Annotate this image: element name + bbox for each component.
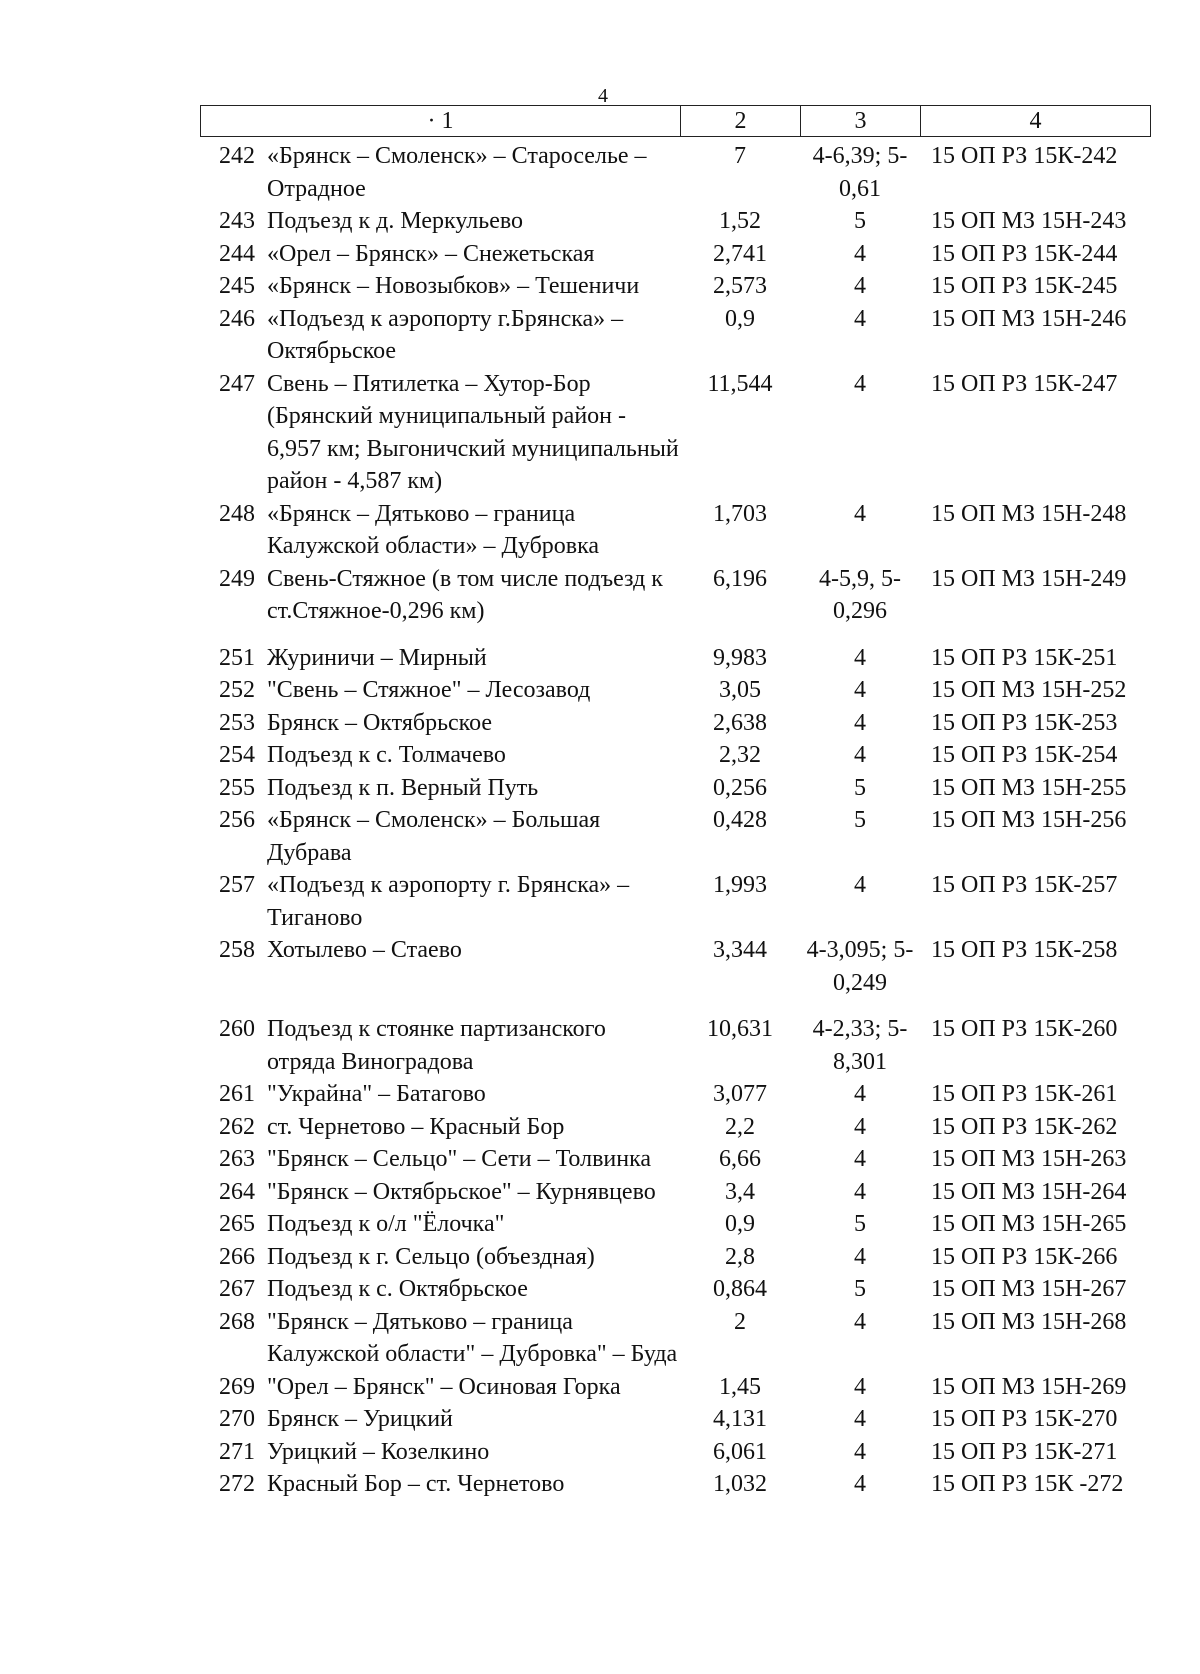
road-id-code: 15 ОП РЗ 15К-260 <box>931 1016 1118 1042</box>
road-category: 4-5,9, 5-0,296 <box>819 565 901 624</box>
road-name: Подъезд к о/л "Ёлочка" <box>267 1211 505 1237</box>
road-length: 6,196 <box>713 565 767 592</box>
road-category: 5 <box>854 1276 866 1302</box>
row-number: 247 <box>219 370 255 397</box>
road-id-code: 15 ОП МЗ 15Н-255 <box>931 774 1127 801</box>
road-length: 11,544 <box>707 370 773 397</box>
road-name: Подъезд к г. Сельцо (объездная) <box>267 1243 595 1270</box>
road-name: «Брянск – Смоленск» – Староселье – Отрадное <box>267 143 647 202</box>
road-length: 1,032 <box>713 1471 767 1497</box>
road-length: 10,631 <box>707 1016 773 1042</box>
road-category: 4 <box>854 370 866 397</box>
road-id-code: 15 ОП РЗ 15К-271 <box>931 1438 1118 1465</box>
road-category: 4 <box>854 1243 866 1270</box>
table-row <box>200 869 1150 934</box>
row-number: 265 <box>219 1211 255 1237</box>
road-name: Свень – Пятилетка – Хутор-Бор (Брянский муниципальный район - 6,957 км; Выгоничский муниципальный район - 4,587 км) <box>267 370 679 494</box>
road-name: «Подъезд к аэропорту г. Брянска» – Тиганово <box>267 872 630 931</box>
row-number: 262 <box>219 1113 255 1140</box>
table-row <box>200 674 1150 707</box>
table-row <box>200 804 1150 869</box>
page-number: 4 <box>598 85 608 107</box>
road-length: 0,256 <box>713 774 767 801</box>
road-name: Урицкий – Козелкино <box>267 1438 490 1465</box>
road-length: 0,864 <box>713 1276 767 1302</box>
road-category: 4-2,33; 5-8,301 <box>812 1016 908 1075</box>
road-length: 3,05 <box>719 677 761 703</box>
road-id-code: 15 ОП МЗ 15Н-267 <box>931 1276 1127 1302</box>
table-row <box>200 140 1150 205</box>
road-category: 4 <box>854 1178 866 1205</box>
road-category: 5 <box>854 208 866 234</box>
table-row <box>200 739 1150 772</box>
table-row <box>200 1143 1150 1176</box>
row-number: 245 <box>219 273 255 299</box>
road-length: 3,077 <box>713 1081 767 1107</box>
header-col-4: 4 <box>921 106 1151 137</box>
road-length: 0,428 <box>713 807 767 833</box>
road-name: Журиничи – Мирный <box>267 644 487 671</box>
road-category: 4 <box>854 1471 866 1497</box>
road-id-code: 15 ОП МЗ 15Н-249 <box>931 565 1127 592</box>
road-length: 0,9 <box>725 1211 755 1237</box>
table-row <box>200 238 1150 271</box>
road-name: Красный Бор – ст. Чернетово <box>267 1471 565 1497</box>
road-length: 1,52 <box>719 208 761 234</box>
road-name: Брянск – Октябрьское <box>267 709 493 736</box>
road-id-code: 15 ОП РЗ 15К-254 <box>931 742 1118 768</box>
row-number: 260 <box>219 1016 255 1042</box>
table-row <box>200 1371 1150 1404</box>
table-row <box>200 1208 1150 1241</box>
road-id-code: 15 ОП РЗ 15К-261 <box>931 1081 1118 1107</box>
road-name: «Брянск – Смоленск» – Большая Дубрава <box>267 807 601 866</box>
row-number: 251 <box>219 644 255 671</box>
row-number: 264 <box>219 1178 255 1205</box>
road-length: 7 <box>734 143 746 169</box>
road-name: «Орел – Брянск» – Снежетьская <box>267 240 595 267</box>
road-name: Подъезд к с. Толмачево <box>267 742 506 768</box>
table-row <box>200 707 1150 740</box>
table-row <box>200 498 1150 563</box>
road-id-code: 15 ОП МЗ 15Н-252 <box>931 677 1127 703</box>
table-row <box>200 1111 1150 1144</box>
road-name: ст. Чернетово – Красный Бор <box>267 1113 565 1140</box>
road-length: 1,993 <box>713 872 767 898</box>
road-name: "Брянск – Сельцо" – Сети – Толвинка <box>267 1146 652 1172</box>
road-name: "Орел – Брянск" – Осиновая Горка <box>267 1373 621 1400</box>
road-length: 6,061 <box>713 1438 767 1465</box>
road-id-code: 15 ОП МЗ 15Н-268 <box>931 1308 1127 1335</box>
table-header <box>200 105 1151 137</box>
road-category: 4 <box>854 305 866 332</box>
table-body <box>200 140 1150 1501</box>
road-name: «Брянск – Новозыбков» – Тешеничи <box>267 273 640 299</box>
row-number: 252 <box>219 677 255 703</box>
row-number: 261 <box>219 1081 255 1107</box>
road-category: 4 <box>854 1146 866 1172</box>
road-id-code: 15 ОП МЗ 15Н-265 <box>931 1211 1127 1237</box>
road-length: 2,638 <box>713 709 767 736</box>
row-number: 242 <box>219 143 255 169</box>
road-id-code: 15 ОП РЗ 15К-245 <box>931 273 1118 299</box>
road-id-code: 15 ОП МЗ 15Н-263 <box>931 1146 1127 1172</box>
road-id-code: 15 ОП РЗ 15К-244 <box>931 240 1118 267</box>
road-length: 2,2 <box>725 1113 755 1140</box>
road-length: 2,741 <box>713 240 767 267</box>
road-name: Подъезд к д. Меркульево <box>267 208 524 234</box>
table-row <box>200 563 1150 628</box>
road-category: 4 <box>854 1308 866 1335</box>
row-number: 267 <box>219 1276 255 1302</box>
header-col-3: 3 <box>801 106 921 137</box>
road-length: 6,66 <box>719 1146 761 1172</box>
road-id-code: 15 ОП РЗ 15К-242 <box>931 143 1118 169</box>
road-length: 1,45 <box>719 1373 761 1400</box>
row-number: 263 <box>219 1146 255 1172</box>
row-number: 253 <box>219 709 255 736</box>
road-category: 5 <box>854 774 866 801</box>
table-row <box>200 1403 1150 1436</box>
road-length: 0,9 <box>725 305 755 332</box>
row-number: 249 <box>219 565 255 592</box>
road-category: 4 <box>854 1113 866 1140</box>
header-col-1: · 1 <box>201 106 681 137</box>
road-id-code: 15 ОП РЗ 15К-262 <box>931 1113 1118 1140</box>
road-id-code: 15 ОП РЗ 15К -272 <box>931 1471 1124 1497</box>
road-name: Подъезд к стоянке партизанского отряда Виноградова <box>267 1016 606 1075</box>
row-number: 248 <box>219 500 255 527</box>
road-category: 4 <box>854 1406 866 1432</box>
road-name: "Брянск – Октябрьское" – Курнявцево <box>267 1178 656 1205</box>
road-name: Брянск – Урицкий <box>267 1406 453 1432</box>
row-number: 268 <box>219 1308 255 1335</box>
road-category: 4 <box>854 1373 866 1400</box>
road-length: 3,344 <box>713 937 767 963</box>
road-category: 5 <box>854 1211 866 1237</box>
row-number: 254 <box>219 742 255 768</box>
road-id-code: 15 ОП РЗ 15К-251 <box>931 644 1118 671</box>
road-category: 4 <box>854 273 866 299</box>
road-id-code: 15 ОП РЗ 15К-257 <box>931 872 1118 898</box>
header-col-2: 2 <box>681 106 801 137</box>
road-category: 4-6,39; 5-0,61 <box>812 143 908 202</box>
row-number: 255 <box>219 774 255 801</box>
road-name: "Брянск – Дятьково – граница Калужской области" – Дубровка" – Буда <box>267 1308 678 1367</box>
road-category: 4 <box>854 742 866 768</box>
road-length: 9,983 <box>713 644 767 671</box>
table-row <box>200 1078 1150 1111</box>
table-row <box>200 1273 1150 1306</box>
road-id-code: 15 ОП МЗ 15Н-243 <box>931 208 1127 234</box>
row-number: 269 <box>219 1373 255 1400</box>
road-name: Подъезд к с. Октябрьское <box>267 1276 528 1302</box>
road-category: 4 <box>854 872 866 898</box>
road-id-code: 15 ОП МЗ 15Н-264 <box>931 1178 1127 1205</box>
road-id-code: 15 ОП МЗ 15Н-269 <box>931 1373 1127 1400</box>
road-id-code: 15 ОП РЗ 15К-266 <box>931 1243 1118 1270</box>
road-id-code: 15 ОП РЗ 15К-258 <box>931 937 1118 963</box>
road-name: Подъезд к п. Верный Путь <box>267 774 539 801</box>
road-name: "Украйна" – Батагово <box>267 1081 486 1107</box>
road-category: 4 <box>854 709 866 736</box>
row-number: 258 <box>219 937 255 963</box>
road-length: 4,131 <box>713 1406 767 1432</box>
table-row <box>200 205 1150 238</box>
table-row <box>200 772 1150 805</box>
row-number: 257 <box>219 872 255 898</box>
road-length: 1,703 <box>713 500 767 527</box>
road-name: Свень-Стяжное (в том числе подъезд к ст.Стяжное-0,296 км) <box>267 565 663 624</box>
table-row <box>200 303 1150 368</box>
road-category: 4 <box>854 500 866 527</box>
road-category: 4-3,095; 5-0,249 <box>806 937 914 996</box>
road-id-code: 15 ОП МЗ 15Н-256 <box>931 807 1127 833</box>
road-name: «Подъезд к аэропорту г.Брянска» – Октябрьское <box>267 305 624 364</box>
road-id-code: 15 ОП РЗ 15К-253 <box>931 709 1118 736</box>
road-category: 4 <box>854 677 866 703</box>
table-row <box>200 1013 1150 1078</box>
road-id-code: 15 ОП МЗ 15Н-246 <box>931 305 1127 332</box>
road-category: 4 <box>854 1438 866 1465</box>
table-row <box>200 270 1150 303</box>
road-name: «Брянск – Дятьково – граница Калужской области» – Дубровка <box>267 500 600 559</box>
row-number: 243 <box>219 208 255 234</box>
road-id-code: 15 ОП РЗ 15К-270 <box>931 1406 1118 1432</box>
row-number: 272 <box>219 1471 255 1497</box>
road-category: 4 <box>854 1081 866 1107</box>
road-name: "Свень – Стяжное" – Лесозавод <box>267 677 591 703</box>
table-row <box>200 1306 1150 1371</box>
row-number: 266 <box>219 1243 255 1270</box>
road-category: 4 <box>854 240 866 267</box>
table-row <box>200 1241 1150 1274</box>
road-name: Хотылево – Стаево <box>267 937 462 963</box>
row-number: 270 <box>219 1406 255 1432</box>
row-number: 244 <box>219 240 255 267</box>
road-id-code: 15 ОП РЗ 15К-247 <box>931 370 1118 397</box>
road-length: 2,32 <box>719 742 761 768</box>
road-category: 4 <box>854 644 866 671</box>
table-row <box>200 1468 1150 1501</box>
table-row <box>200 934 1150 999</box>
road-length: 2,573 <box>713 273 767 299</box>
row-number: 246 <box>219 305 255 332</box>
table-row <box>200 1436 1150 1469</box>
road-length: 2 <box>734 1308 746 1335</box>
road-id-code: 15 ОП МЗ 15Н-248 <box>931 500 1127 527</box>
row-number: 256 <box>219 807 255 833</box>
table-row <box>200 368 1150 498</box>
road-length: 2,8 <box>725 1243 755 1270</box>
row-number: 271 <box>219 1438 255 1465</box>
road-category: 5 <box>854 807 866 833</box>
table-row <box>200 642 1150 675</box>
road-length: 3,4 <box>725 1178 755 1205</box>
table-row <box>200 1176 1150 1209</box>
